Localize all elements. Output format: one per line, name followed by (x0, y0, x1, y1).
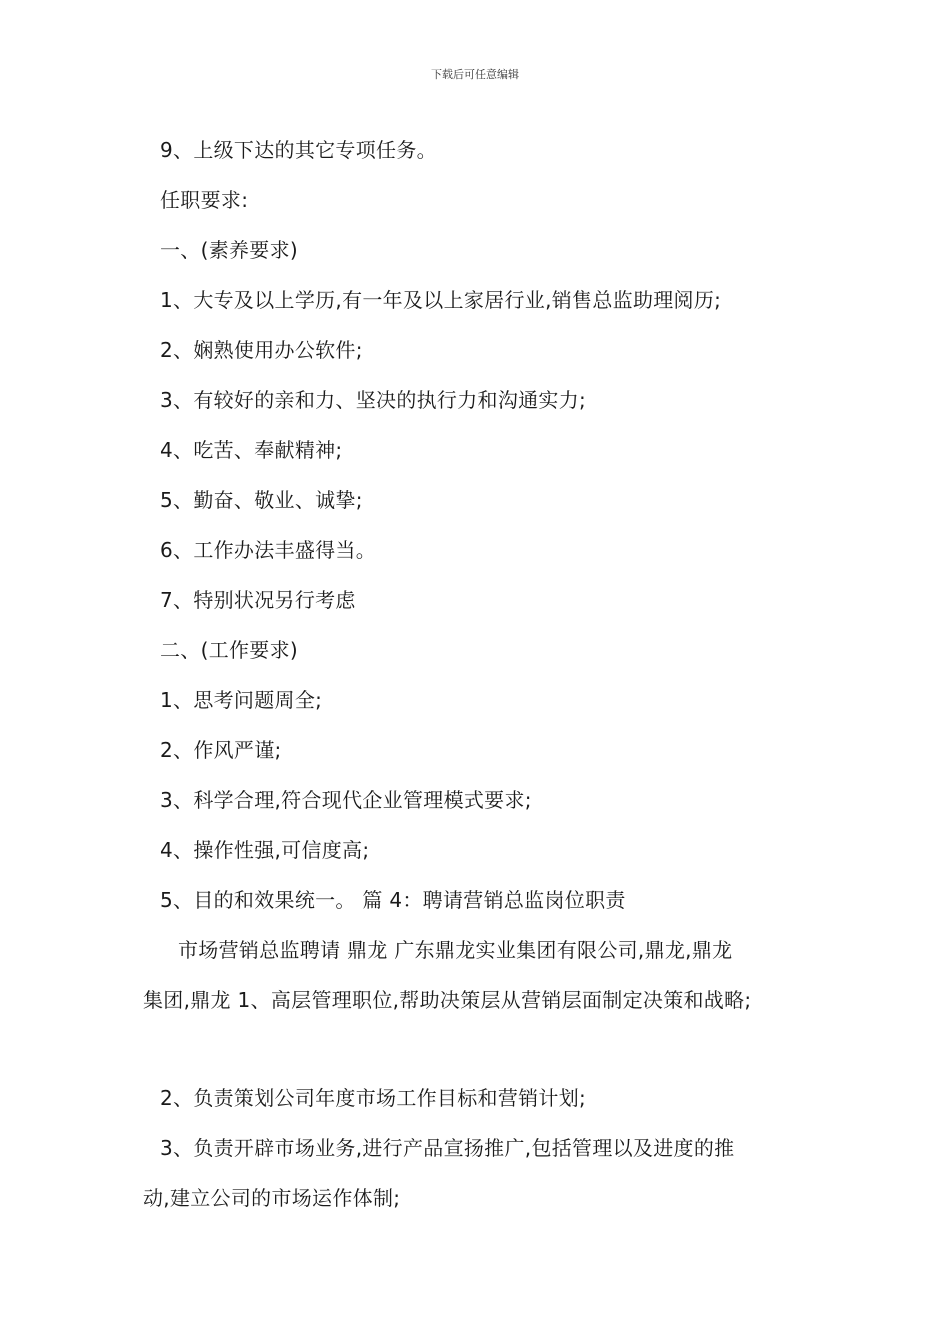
text-line-quality-2: 2、娴熟使用办公软件; (160, 338, 363, 362)
section-heading-qualities: 一、(素养要求) (160, 238, 299, 262)
text-line-requirements-heading: 任职要求: (160, 188, 249, 212)
text-line-quality-3: 3、有较好的亲和力、坚决的执行力和沟通实力; (160, 388, 587, 412)
text-line-duty-3: 3、负责开辟市场业务,进行产品宣扬推广,包括管理以及进度的推 (160, 1136, 735, 1160)
text-line-work-5-and-section-title: 5、目的和效果统一。 篇 4：聘请营销总监岗位职责 (160, 888, 626, 912)
text-line-quality-1: 1、大专及以上学历,有一年及以上家居行业,销售总监助理阅历; (160, 288, 722, 312)
page-header: 下载后可任意编辑 (431, 68, 519, 81)
section-heading-work: 二、(工作要求) (160, 638, 299, 662)
text-line-quality-6: 6、工作办法丰盛得当。 (160, 538, 377, 562)
text-line-duty-3-cont: 动,建立公司的市场运作体制; (143, 1186, 401, 1210)
text-line-duty-2: 2、负责策划公司年度市场工作目标和营销计划; (160, 1086, 587, 1110)
text-line-paragraph-1: 市场营销总监聘请 鼎龙 广东鼎龙实业集团有限公司,鼎龙,鼎龙 (178, 938, 733, 962)
text-line-quality-7: 7、特别状况另行考虑 (160, 588, 356, 612)
text-line-work-4: 4、操作性强,可信度高; (160, 838, 370, 862)
text-line-work-2: 2、作风严谨; (160, 738, 282, 762)
text-line-paragraph-1-cont: 集团,鼎龙 1、高层管理职位,帮助决策层从营销层面制定决策和战略; (143, 988, 752, 1012)
text-line-quality-5: 5、勤奋、敬业、诚挚; (160, 488, 363, 512)
text-line-work-1: 1、思考问题周全; (160, 688, 323, 712)
text-line-quality-4: 4、吃苦、奉献精神; (160, 438, 343, 462)
text-line-work-3: 3、科学合理,符合现代企业管理模式要求; (160, 788, 532, 812)
text-line-task-9: 9、上级下达的其它专项任务。 (160, 138, 437, 162)
